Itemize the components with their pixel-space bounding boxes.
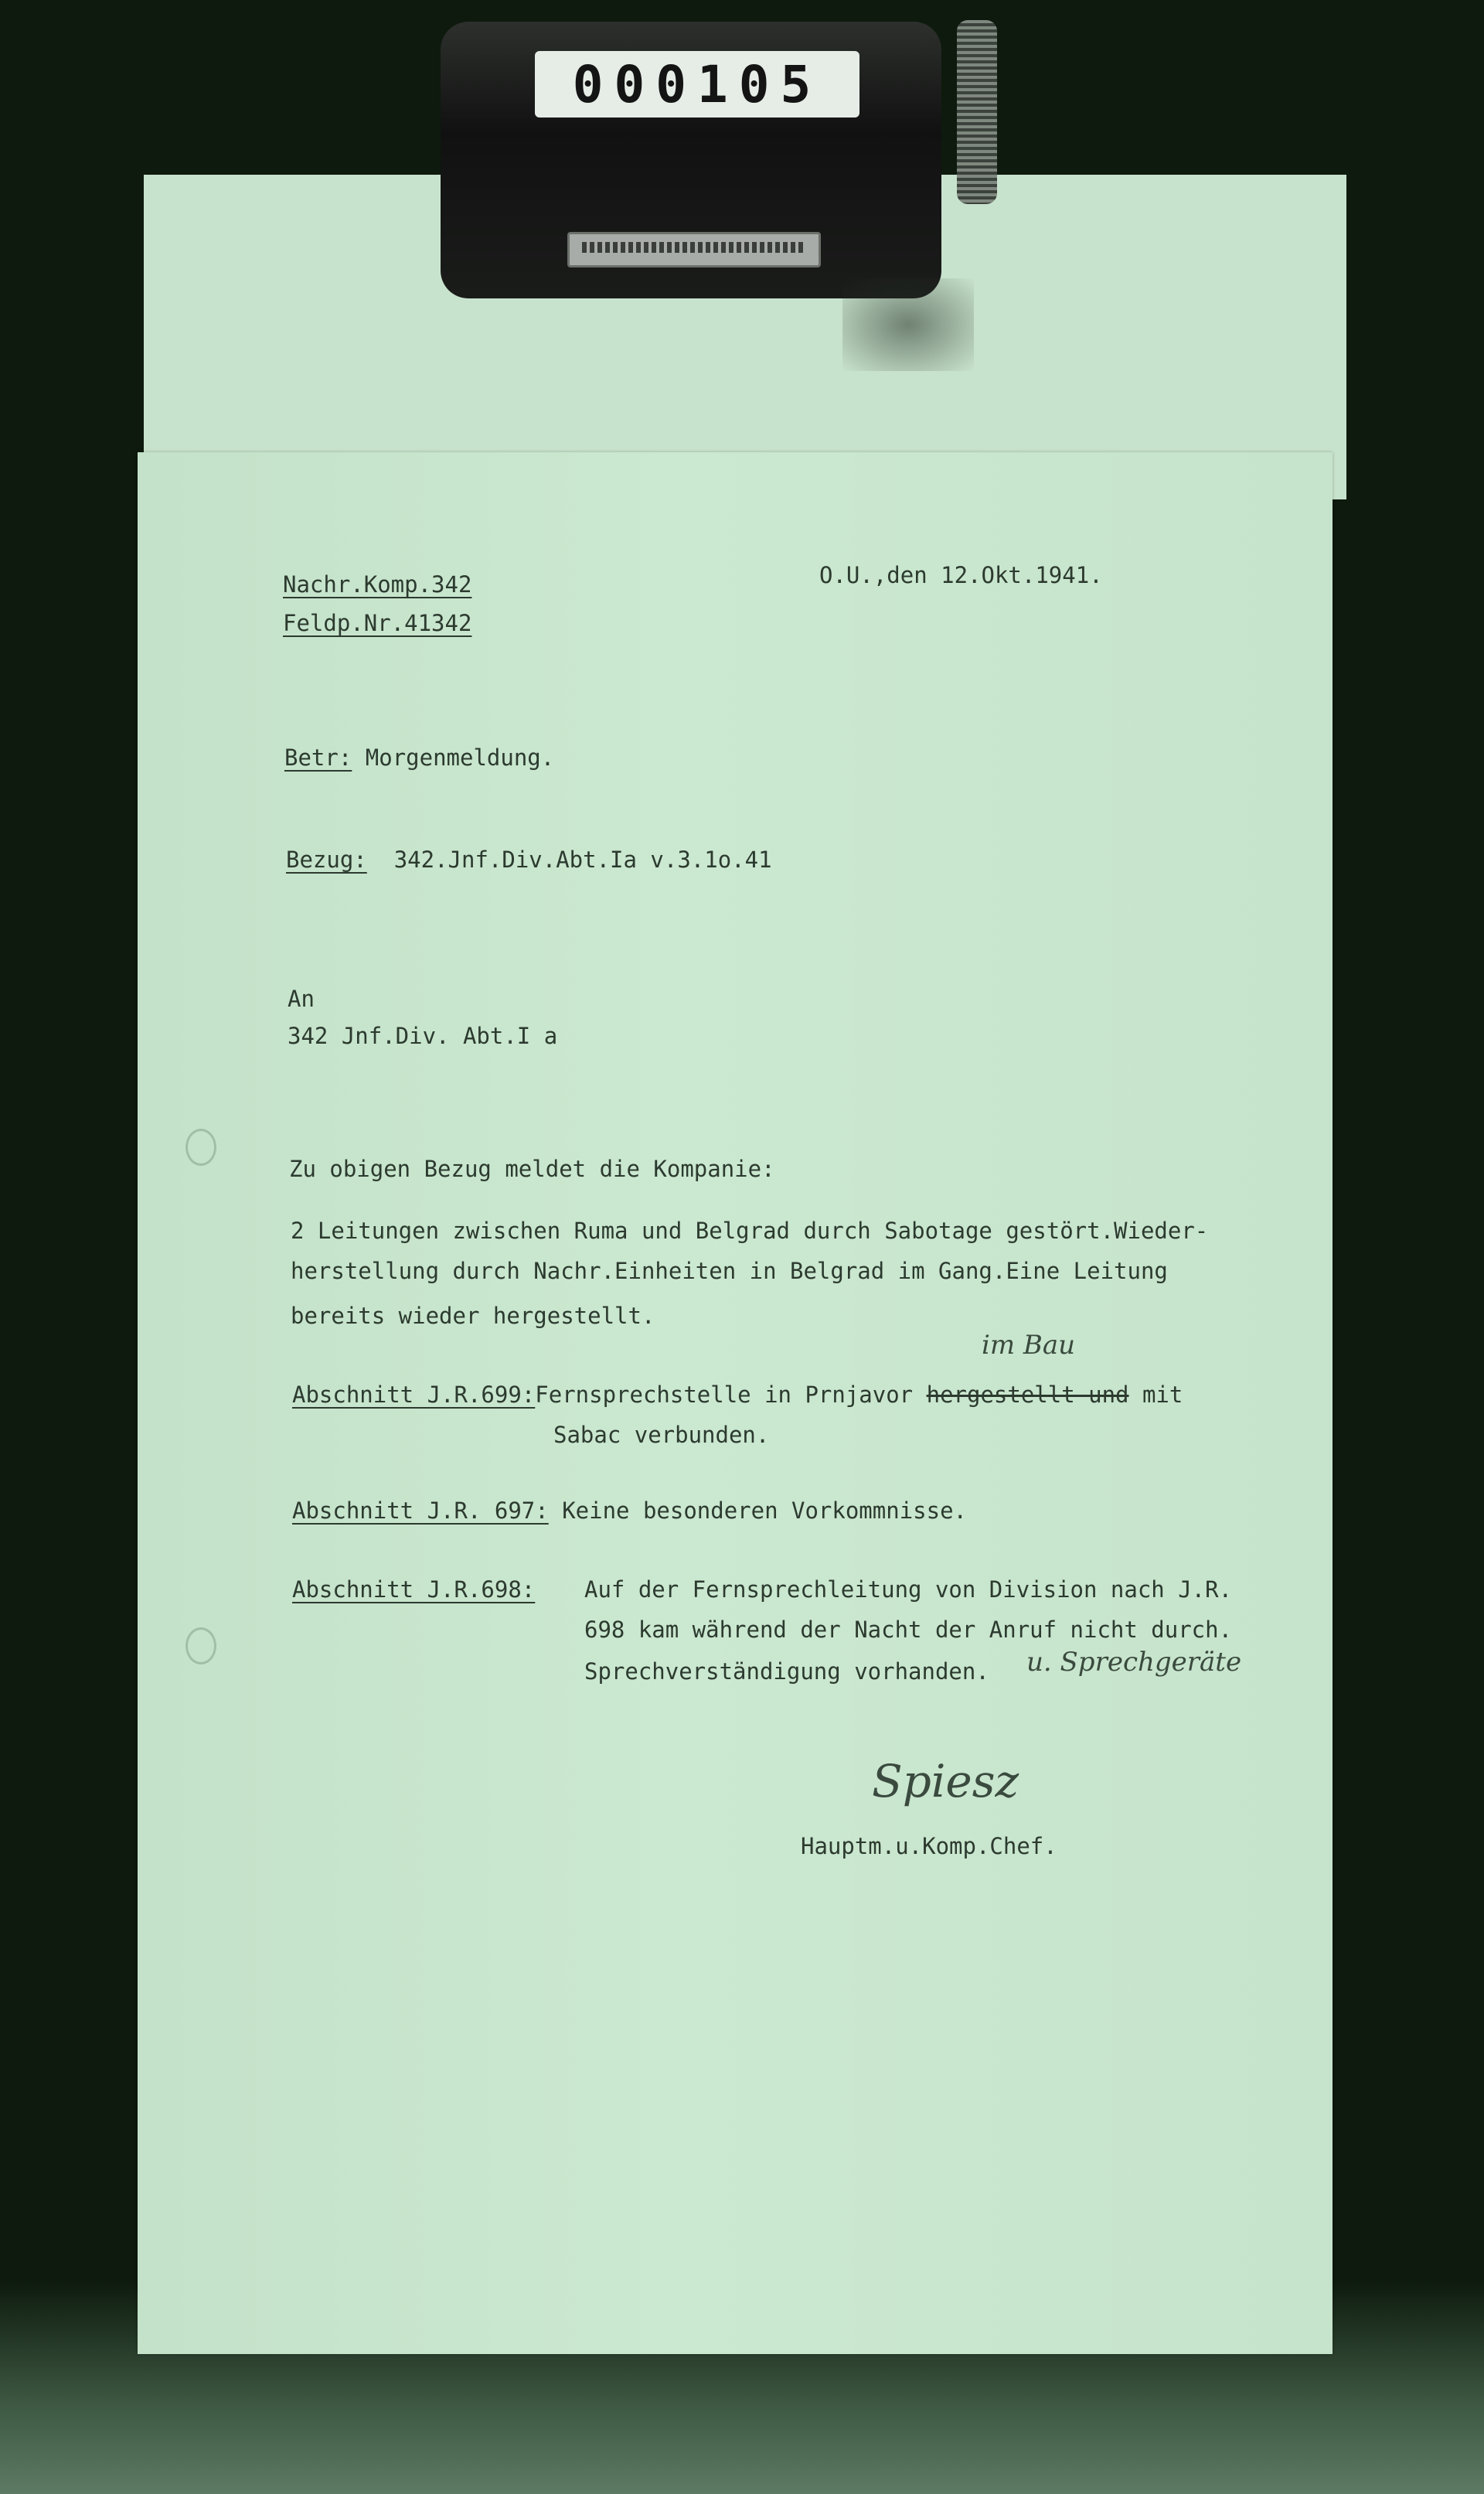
subject-text: Morgenmeldung. bbox=[365, 744, 555, 771]
section-699-line bbox=[292, 1384, 1183, 1406]
recipient-line-2: 342 Jnf.Div. Abt.I a bbox=[288, 1023, 558, 1049]
intro-line: Zu obigen Bezug meldet die Kompanie: bbox=[289, 1156, 775, 1182]
section-699-text: Fernsprechstelle in Prnjavor bbox=[535, 1382, 927, 1408]
frame-counter-digits: 000105 bbox=[572, 54, 822, 114]
signature: Spiesz bbox=[872, 1755, 1019, 1807]
fieldpost-number: Feldp.Nr.41342 bbox=[283, 610, 472, 636]
subject-line bbox=[284, 744, 555, 771]
section-699-text-after: mit bbox=[1128, 1382, 1183, 1408]
section-697-line bbox=[292, 1497, 967, 1524]
section-698-text-line: Auf der Fernsprechleitung von Division nach J.R. bbox=[584, 1576, 1233, 1603]
section-698-text-line: 698 kam während der Nacht der Anruf nicht durch. bbox=[584, 1617, 1233, 1643]
handwritten-note: u. Sprechgeräte bbox=[1026, 1647, 1242, 1678]
section-697-label: Abschnitt J.R. 697: bbox=[292, 1497, 549, 1524]
section-698-text-line: Sprechverständigung vorhanden. bbox=[584, 1658, 989, 1685]
reference-line bbox=[286, 849, 772, 871]
body-line: herstellung durch Nachr.Einheiten in Belgrad im Gang.Eine Leitung bbox=[291, 1258, 1168, 1284]
subject-label: Betr: bbox=[284, 744, 352, 771]
reference-text: 342.Jnf.Div.Abt.Ia v.3.1o.41 bbox=[393, 847, 772, 873]
section-698-label: Abschnitt J.R.698: bbox=[292, 1576, 536, 1603]
section-697-text: Keine besonderen Vorkommnisse. bbox=[562, 1497, 967, 1524]
signature-title: Hauptm.u.Komp.Chef. bbox=[801, 1833, 1057, 1859]
counter-knob-icon bbox=[957, 20, 997, 204]
place-date: O.U.,den 12.Okt.1941. bbox=[819, 562, 1103, 588]
counter-label-plate bbox=[567, 232, 821, 267]
body-line: 2 Leitungen zwischen Ruma und Belgrad durch Sabotage gestört.Wieder- bbox=[291, 1218, 1209, 1244]
handwritten-insert: im Bau bbox=[982, 1330, 1076, 1361]
punch-hole-icon bbox=[186, 1129, 216, 1166]
section-698-label-line bbox=[292, 1576, 536, 1603]
reference-label: Bezug: bbox=[286, 847, 367, 873]
ink-smudge bbox=[842, 278, 974, 371]
body-line: bereits wieder hergestellt. bbox=[291, 1303, 655, 1329]
unit-name: Nachr.Komp.342 bbox=[283, 571, 472, 598]
frame-counter-window bbox=[535, 51, 859, 118]
section-699-label: Abschnitt J.R.699: bbox=[292, 1382, 536, 1408]
struck-text: hergestellt und bbox=[926, 1382, 1129, 1408]
recipient-line-1: An bbox=[288, 986, 315, 1012]
punch-hole-icon bbox=[186, 1627, 216, 1664]
section-699-line-2: Sabac verbunden. bbox=[553, 1422, 770, 1448]
